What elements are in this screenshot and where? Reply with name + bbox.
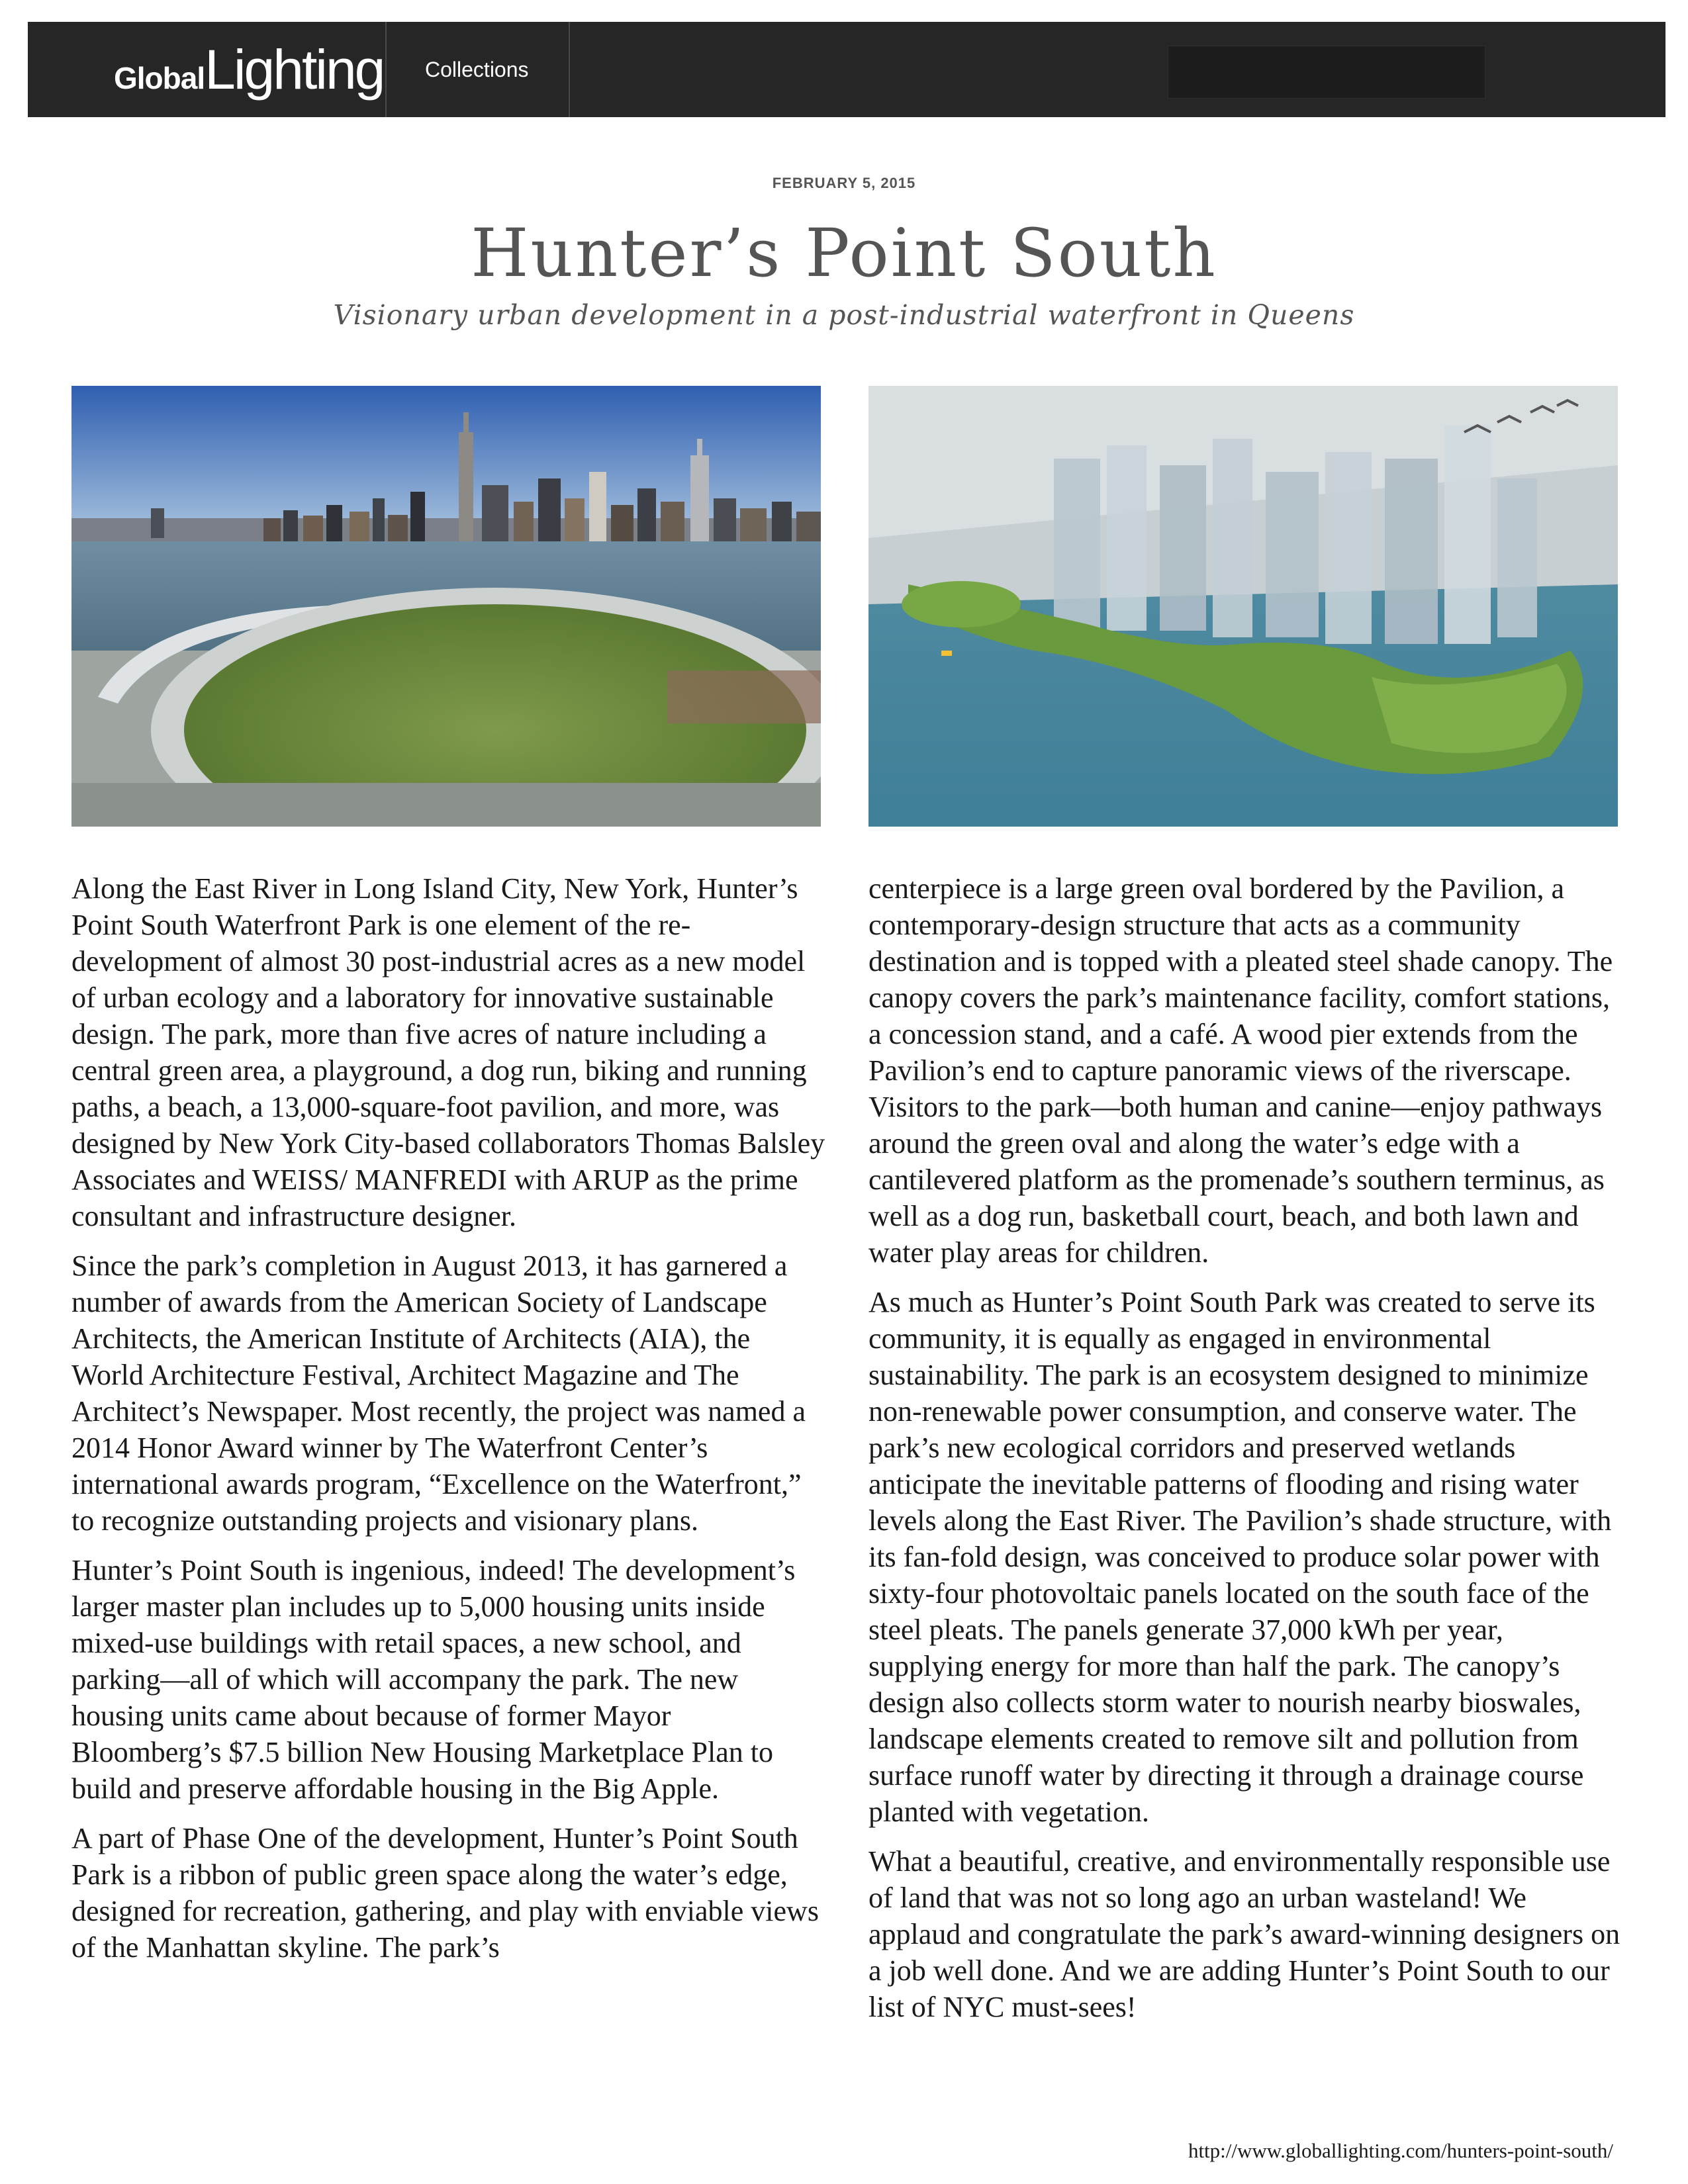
article-column-right <box>868 870 1623 2038</box>
park-masterplan-rendering <box>868 386 1618 827</box>
source-url: http://www.globallighting.com/hunters-point-south/ <box>1188 2139 1613 2162</box>
article-paragraph: A part of Phase One of the development, Hunter’s Point South Park is a ribbon of public green space along the water’s edge, designed for recreation, gathering, and play with enviable views of the Manhattan skyline. The park’s <box>71 1822 819 1964</box>
post-title: Hunter’s Point South <box>471 214 1217 292</box>
post-subtitle: Visionary urban development in a post-industrial waterfront in Queens <box>333 299 1355 331</box>
article-paragraph: What a beautiful, creative, and environmentally responsible use of land that was not so long ago an urban wasteland! We applaud and congratulate the park’s award-winning designers on a job well done. And we are adding Hunter’s Point South to our list of NYC must-sees! <box>868 1845 1620 2023</box>
brand-logo[interactable] <box>114 36 383 103</box>
top-navigation-bar <box>28 22 1665 117</box>
brand-logo-part1: Global <box>114 61 205 95</box>
article-column-left <box>71 870 826 1979</box>
nav-collections-link[interactable]: Collections <box>425 58 529 81</box>
article-paragraph: As much as Hunter’s Point South Park was created to serve its community, it is equally as engaged in environmental sustainability. The park is an ecosystem designed to minimize non-renewable power consumption, and conserve water. The park’s new ecological corridors and preserved wetlands anticipate the inevitable patterns of flooding and rising water levels along the East River. The Pavilion’s shade structure, with its fan-fold design, was conceived to produce solar power with sixty-four photovoltaic panels located on the south face of the steel pleats. The panels generate 37,000 kWh per year, supplying energy for more than half the park. The canopy’s design also collects storm water to nourish nearby bioswales, landscape elements created to remove silt and pollution from surface runoff water by directing it through a drainage course planted with vegetation. <box>868 1286 1612 1828</box>
article-paragraph: Along the East River in Long Island City, New York, Hunter’s Point South Waterfront Park is one element of the re-development of almost 30 post-industrial acres as a new model of urban ecology and a laboratory for innovative sustainable design. The park, more than five acres of nature including a central green area, a playground, a dog run, biking and running paths, a beach, a 13,000-square-foot pavilion, and more, was designed by New York City-based collaborators Thomas Balsley Associates and WEISS/ MANFREDI with ARUP as the prime consultant and infrastructure designer. <box>71 872 825 1232</box>
article-paragraph: centerpiece is a large green oval bordered by the Pavilion, a contemporary-design structure that acts as a community destination and is topped with a pleated steel shade canopy. The canopy covers the park’s maintenance facility, comfort stations, a concession stand, and a café. A wood pier extends from the Pavilion’s end to capture panoramic views of the riverscape. Visitors to the park—both human and canine—enjoy pathways around the green oval and along the water’s edge with a cantilevered platform as the promenade’s southern terminus, as well as a dog run, basketball court, beach, and both lawn and water play areas for children. <box>868 872 1613 1269</box>
search-input[interactable] <box>1168 46 1485 99</box>
brand-logo-part2: Lighting <box>205 38 384 101</box>
nav-divider <box>385 22 387 117</box>
park-aerial-photo <box>71 386 821 827</box>
article-paragraph: Hunter’s Point South is ingenious, indeed! The development’s larger master plan includes up to 5,000 housing units inside mixed-use buildings with retail spaces, a new school, and parking—all of which will accompany the park. The new housing units came about because of former Mayor Bloomberg’s $7.5 billion New Housing Marketplace Plan to build and preserve affordable housing in the Big Apple. <box>71 1554 796 1805</box>
article-paragraph: Since the park’s completion in August 2013, it has garnered a number of awards from the American Society of Landscape Architects, the American Institute of Architects (AIA), the World Architecture Festival, Architect Magazine and The Architect’s Newspaper. Most recently, the project was named a 2014 Honor Award winner by The Waterfront Center’s international awards program, “Excellence on the Waterfront,” to recognize outstanding projects and visionary plans. <box>71 1250 806 1537</box>
nav-divider <box>569 22 570 117</box>
post-date: FEBRUARY 5, 2015 <box>772 175 916 191</box>
